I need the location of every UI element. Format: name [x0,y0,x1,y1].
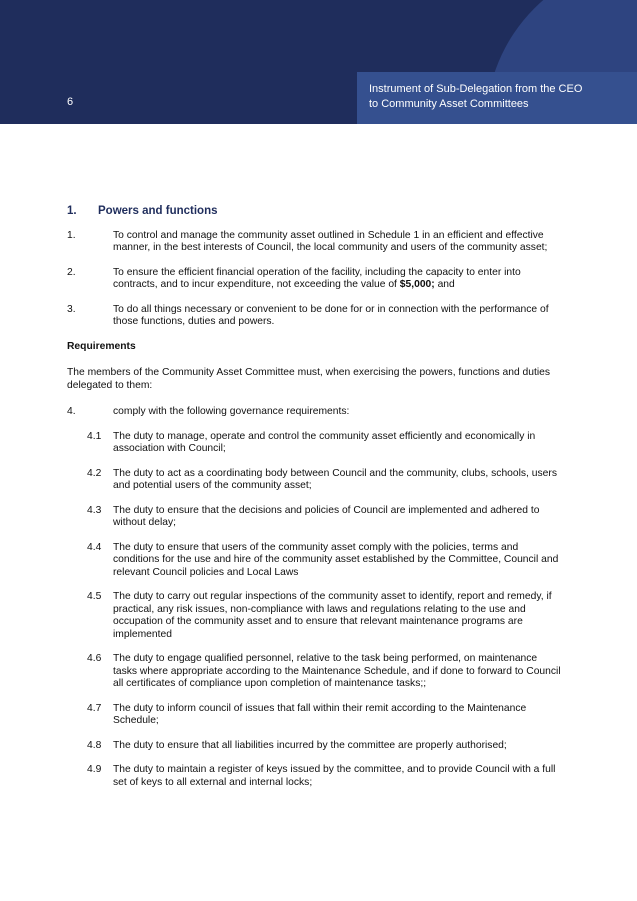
list-item-number: 3. [67,303,76,315]
section-heading [67,205,562,218]
sub-list-item-number: 4.7 [87,702,102,714]
sub-list-item-text: The duty to carry out regular inspections of the community asset to identify, report and remedy, if practical, any risk issues, non-compliance with laws and regulations relating to the use and occupation of the community asset and to ensure that relevant maintenance programs are implemented [113,591,552,640]
section-title: Powers and functions [98,205,218,217]
list-item-text-part: To ensure the efficient financial operation of the facility, including the capacity to enter into contracts, and to incur expenditure, not exceeding the value of [113,266,521,290]
requirements-heading: Requirements [67,340,136,352]
sub-list-item-number: 4.9 [87,764,102,775]
list-item-text [113,267,562,292]
list-item-number: 2. [67,266,76,278]
expenditure-limit: $5,000; [399,279,435,290]
list-item-number: 1. [67,229,76,241]
sub-list-item-text: The duty to maintain a register of keys issued by the committee, and to provide Council with a full set of keys to all external and internal locks; [113,764,556,788]
sub-list-item [67,653,562,691]
sub-list-item [67,468,562,493]
document-title-line-1: Instrument of Sub-Delegation from the CEO [369,83,583,95]
sub-list-item [67,591,562,641]
list-item [67,406,562,419]
document-body [67,205,562,801]
sub-list-item-text: The duty to ensure that all liabilities incurred by the committee are properly authorised; [113,739,507,751]
list-item-text: comply with the following governance requirements: [113,406,350,417]
sub-list-item [67,703,562,728]
list-item [67,304,562,329]
sub-list-item [67,542,562,580]
sub-list-item-number: 4.8 [87,739,102,751]
list-item-text-part: and [434,279,455,290]
list-item-number: 4. [67,406,76,417]
document-title [369,82,629,112]
sub-list-item-text: The duty to ensure that the decisions and policies of Council are implemented and adhered to without delay; [113,504,540,528]
requirements-intro: The members of the Community Asset Committee must, when exercising the powers, functions and duties delegated to them: [67,367,551,391]
page-number: 6 [67,96,74,108]
sub-list-item [67,431,562,456]
sub-list-item-number: 4.1 [87,430,102,442]
section-number: 1. [67,205,77,217]
sub-list-item [67,505,562,530]
sub-list-item-number: 4.2 [87,467,102,479]
sub-list-item [67,764,562,789]
sub-list-item-text: The duty to act as a coordinating body between Council and the community, clubs, schools, users and potential users of the community asset; [113,467,557,491]
sub-list-item-text: The duty to inform council of issues that fall within their remit according to the Maintenance Schedule; [113,702,527,726]
sub-list-item-number: 4.6 [87,653,102,664]
list-item [67,230,562,255]
page-header [0,0,637,124]
list-item-text: To do all things necessary or convenient to be done for or in connection with the performance of those functions, duties and powers. [113,303,549,327]
sub-list-item [67,740,562,753]
list-item [67,267,562,292]
list-item-text: To control and manage the community asset outlined in Schedule 1 in an efficient and effective manner, in the best interests of Council, the local community and users of the community asset; [113,229,548,253]
document-title-line-2: to Community Asset Committees [369,98,529,110]
sub-list-item-text: The duty to engage qualified personnel, relative to the task being performed, on maintenance tasks where appropriate according to the Maintenance Schedule, and if done to forward to Council all certificates of compliance upon completion of maintenance tasks;; [113,653,561,689]
sub-list-item-number: 4.4 [87,541,102,553]
sub-list-item-text: The duty to manage, operate and control the community asset efficiently and economically in association with Council; [113,430,536,454]
sub-list-item-number: 4.3 [87,504,102,516]
sub-list-item-number: 4.5 [87,591,102,602]
document-title-box [357,72,637,124]
sub-list-item-text: The duty to ensure that users of the community asset comply with the policies, terms and conditions for the use and hire of the community asset established by the Committee, Council and relevant Council policies and Local Laws [113,541,559,578]
